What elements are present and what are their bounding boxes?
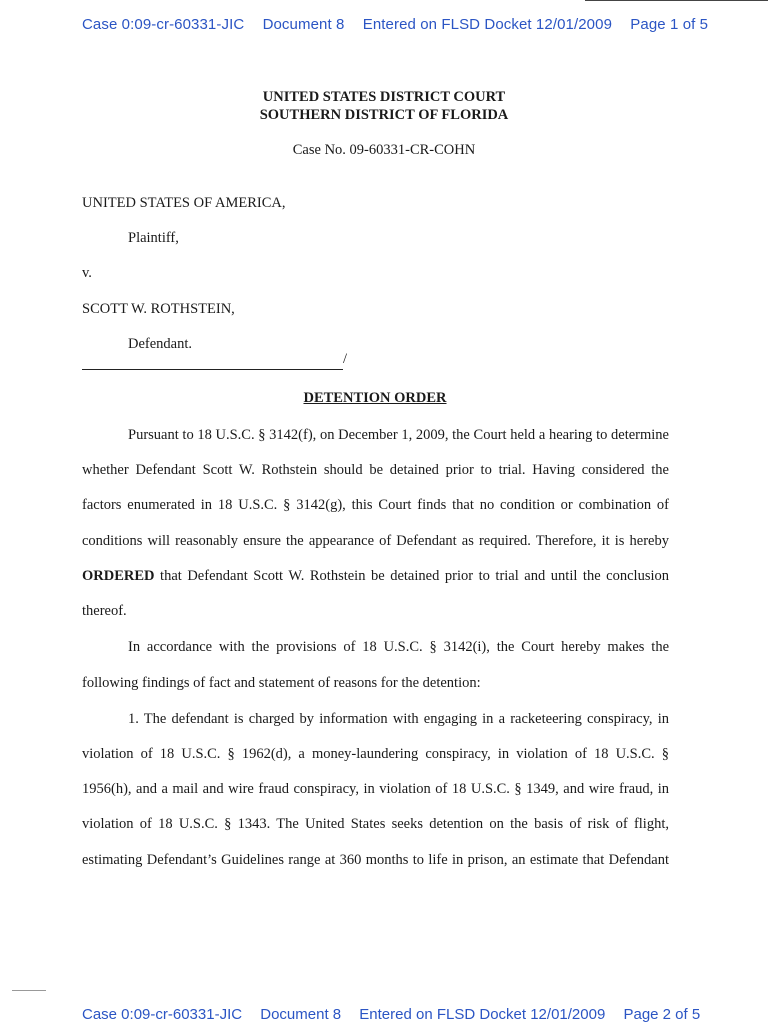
paragraph-line: violation of 18 U.S.C. § 1962(d), a money-laundering conspiracy, in violation of 18 U.S.C. § <box>82 746 669 762</box>
caption-slash: / <box>343 351 348 367</box>
ecf-entered-date: Entered on FLSD Docket 12/01/2009 <box>362 16 613 33</box>
ecf-page-number: Page 2 of 5 <box>623 1006 701 1023</box>
ecf-document-number: Document 8 <box>262 16 345 33</box>
versus: v. <box>82 265 92 281</box>
ordered-text: that Defendant Scott W. Rothstein be detained prior to trial and until the conclusion <box>154 568 669 584</box>
ordered-keyword: ORDERED <box>82 568 155 584</box>
defendant-role: Defendant. <box>128 336 193 352</box>
ecf-footer <box>82 1006 714 1023</box>
paragraph-line: 1956(h), and a mail and wire fraud conspiracy, in violation of 18 U.S.C. § 1349, and wire fraud, in <box>82 781 669 797</box>
ecf-document-number: Document 8 <box>260 1006 342 1023</box>
ecf-case-number: Case 0:09-cr-60331-JIC <box>82 1006 243 1023</box>
court-name: UNITED STATES DISTRICT COURT <box>262 89 506 105</box>
paragraph-line: following findings of fact and statement of reasons for the detention: <box>82 675 481 691</box>
case-number: Case No. 09-60331-CR-COHN <box>292 142 476 158</box>
court-district: SOUTHERN DISTRICT OF FLORIDA <box>259 107 509 123</box>
paragraph-line: thereof. <box>82 603 127 619</box>
paragraph-line: In accordance with the provisions of 18 U.S.C. § 3142(i), the Court hereby makes the <box>128 639 669 655</box>
paragraph-line: estimating Defendant’s Guidelines range at 360 months to life in prison, an estimate that Defendant <box>82 852 669 868</box>
plaintiff-name: UNITED STATES OF AMERICA, <box>82 195 286 211</box>
paragraph-line <box>82 568 669 585</box>
paragraph-line: 1. The defendant is charged by information with engaging in a racketeering conspiracy, in <box>128 711 669 727</box>
paragraph-line: Pursuant to 18 U.S.C. § 3142(f), on December 1, 2009, the Court held a hearing to determine <box>128 427 669 443</box>
caption-rule <box>82 369 343 370</box>
defendant-name: SCOTT W. ROTHSTEIN, <box>82 301 235 317</box>
ecf-page-number: Page 1 of 5 <box>630 16 709 33</box>
paragraph-line: conditions will reasonably ensure the appearance of Defendant as required. Therefore, it is hereby <box>82 533 669 549</box>
paragraph-line: whether Defendant Scott W. Rothstein should be detained prior to trial. Having considered the <box>82 462 669 478</box>
document-title: DETENTION ORDER <box>303 390 447 406</box>
top-edge-rule <box>585 0 768 1</box>
ecf-entered-date: Entered on FLSD Docket 12/01/2009 <box>359 1006 606 1023</box>
plaintiff-role: Plaintiff, <box>128 230 179 246</box>
paragraph-line: violation of 18 U.S.C. § 1343. The United States seeks detention on the basis of risk of flight, <box>82 816 669 832</box>
paragraph-line: factors enumerated in 18 U.S.C. § 3142(g), this Court finds that no condition or combination of <box>82 497 669 513</box>
ecf-case-number: Case 0:09-cr-60331-JIC <box>82 16 245 33</box>
ecf-header <box>82 16 722 33</box>
scan-artifact <box>12 990 46 991</box>
